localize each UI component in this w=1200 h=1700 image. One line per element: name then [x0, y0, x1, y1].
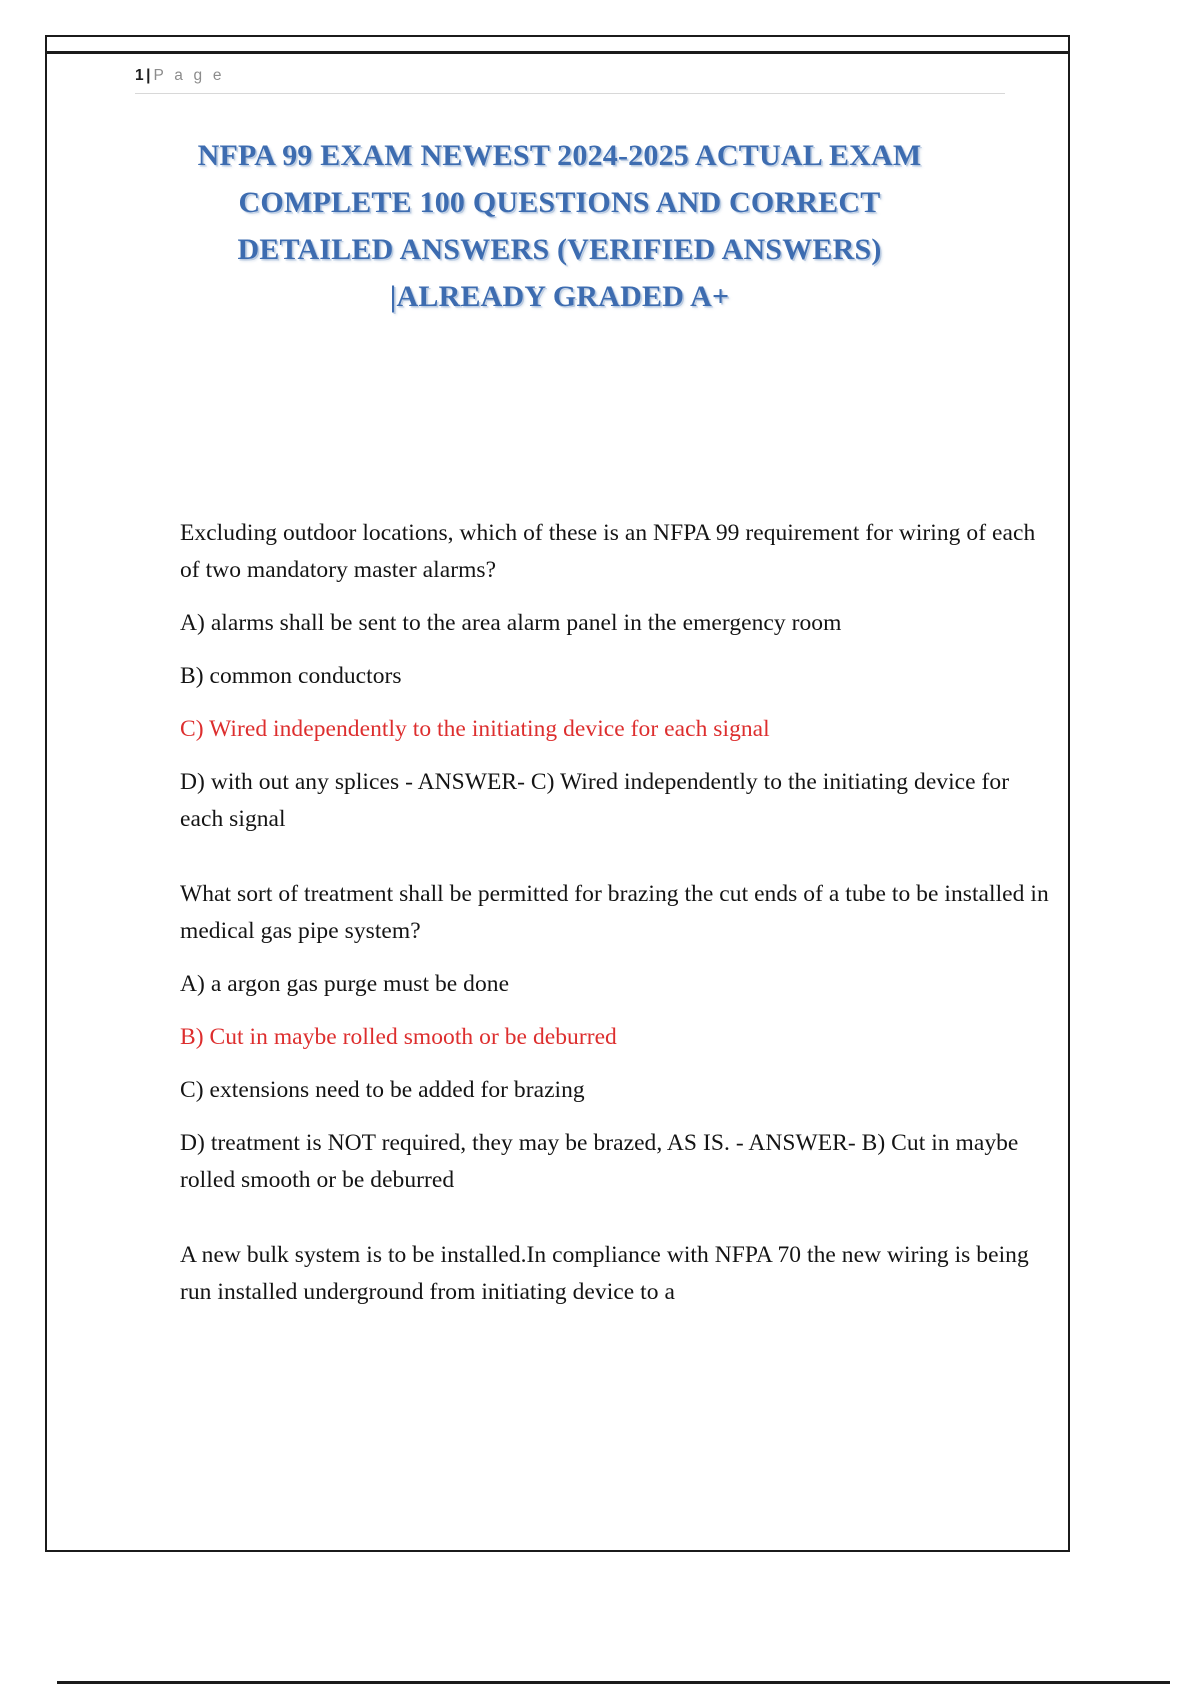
title-line-2: COMPLETE 100 QUESTIONS AND CORRECT — [238, 186, 881, 219]
option-c: C) extensions need to be added for brazing — [180, 1077, 585, 1103]
question-block — [180, 515, 1050, 838]
question-stem: What sort of treatment shall be permitted for brazing the cut ends of a tube to be installed in medical gas pipe system? — [180, 881, 1049, 944]
header-top-rule — [47, 51, 1068, 54]
option-c: C) Wired independently to the initiating device for each signal — [180, 716, 770, 742]
option-a: A) a argon gas purge must be done — [180, 971, 510, 997]
question-stem: A new bulk system is to be installed.In compliance with NFPA 70 the new wiring is being run installed underground from initiating device to a — [180, 1242, 1029, 1305]
document-page — [45, 35, 1070, 1552]
question-block — [180, 1237, 1050, 1311]
title-line-1: NFPA 99 EXAM NEWEST 2024-2025 ACTUAL EXAM — [197, 139, 922, 172]
header-separator: | — [146, 67, 151, 84]
title-line-3: DETAILED ANSWERS (VERIFIED ANSWERS) — [237, 233, 882, 266]
question-block — [180, 876, 1050, 1199]
page-label: P a g e — [153, 67, 225, 84]
option-b: B) common conductors — [180, 663, 402, 689]
option-d: D) with out any splices - ANSWER- C) Wired independently to the initiating device for each signal — [180, 769, 1010, 832]
footer-rule — [57, 1681, 1170, 1684]
question-stem: Excluding outdoor locations, which of these is an NFPA 99 requirement for wiring of each of two mandatory master alarms? — [180, 520, 1036, 583]
page-number: 1 — [135, 67, 145, 84]
title-line-4: |ALREADY GRADED A+ — [389, 280, 730, 313]
document-title — [107, 132, 1012, 320]
option-d: D) treatment is NOT required, they may be brazed, AS IS. - ANSWER- B) Cut in maybe rolled smooth or be deburred — [180, 1130, 1019, 1193]
document-body — [180, 515, 1050, 1311]
page-header — [135, 68, 1005, 94]
option-b: B) Cut in maybe rolled smooth or be deburred — [180, 1024, 617, 1050]
option-a: A) alarms shall be sent to the area alarm panel in the emergency room — [180, 610, 842, 636]
